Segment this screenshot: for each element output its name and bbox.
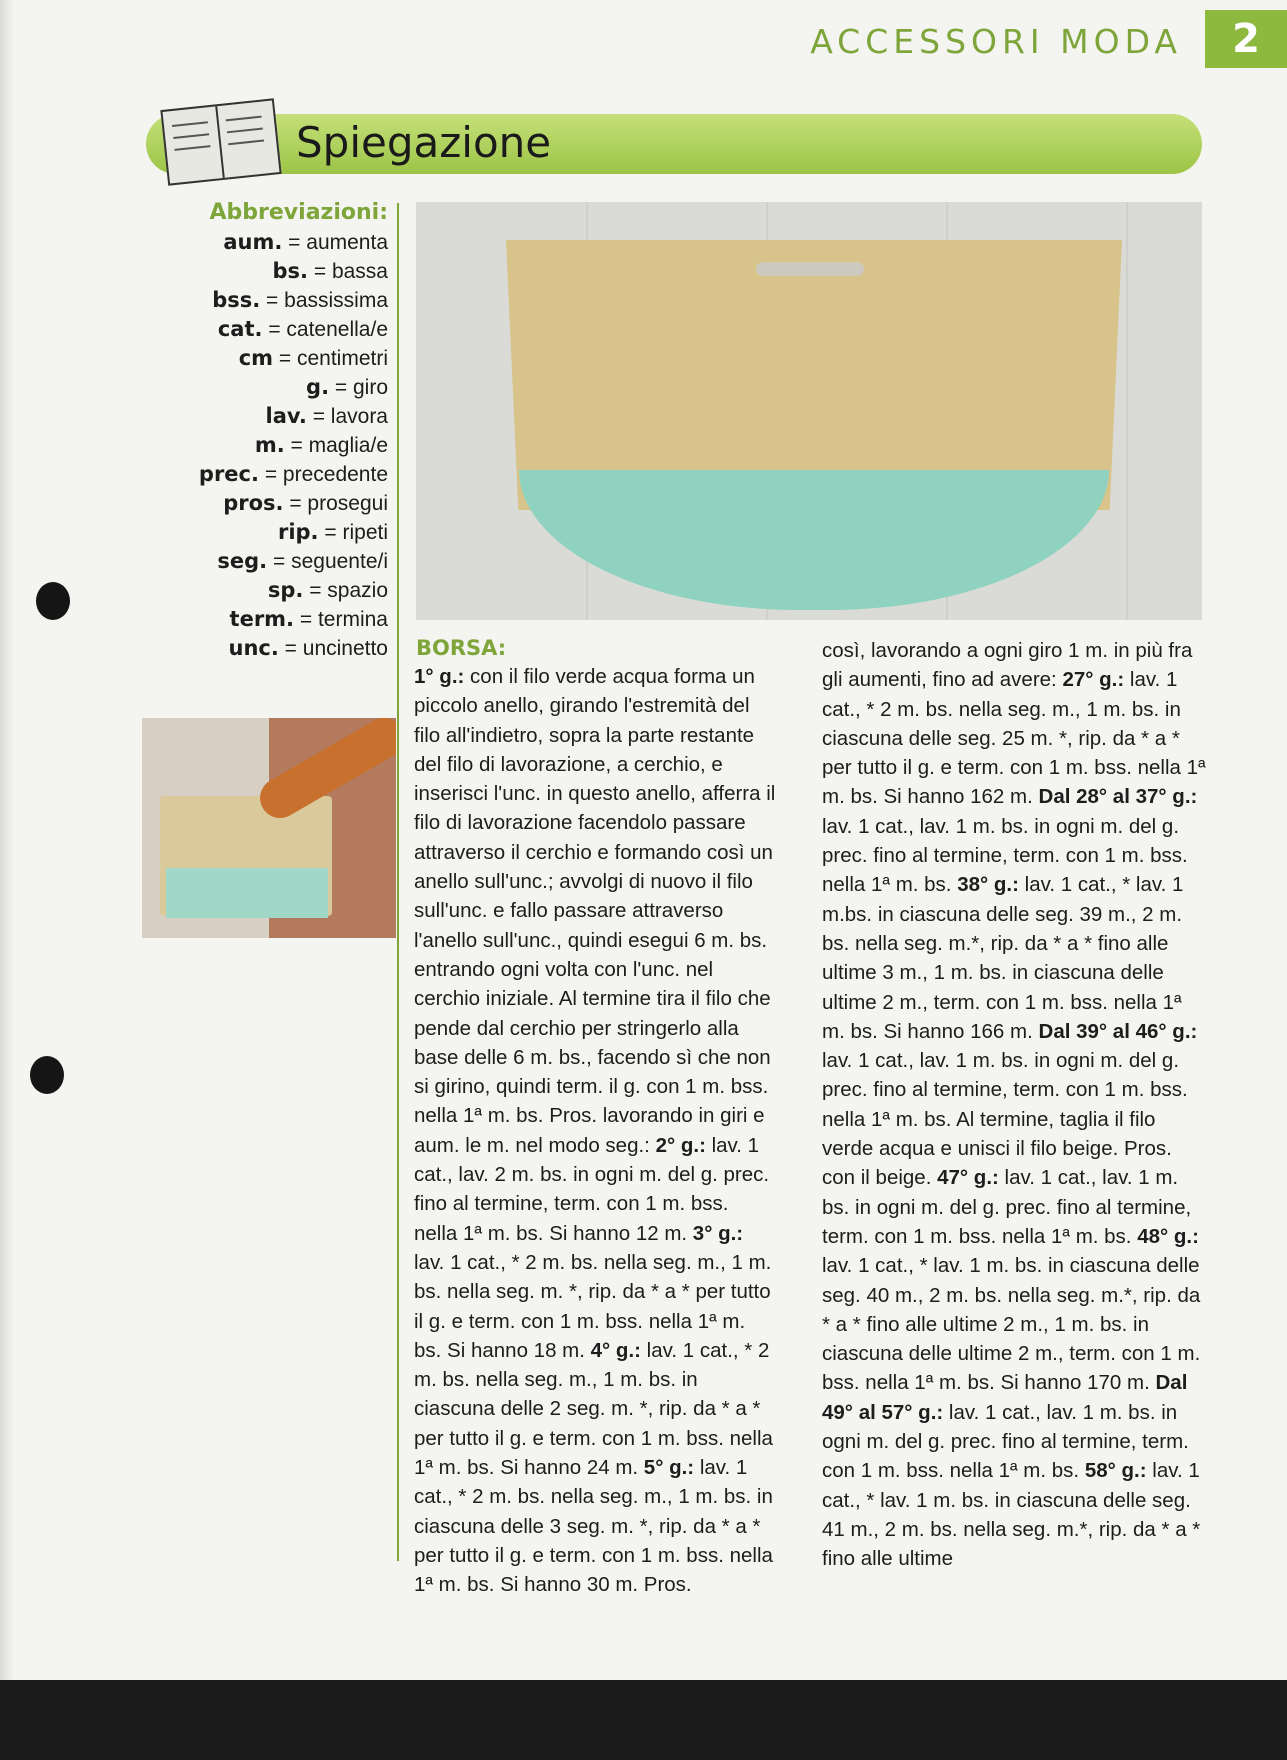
round-label: Dal 49° al 57° g.: xyxy=(822,1371,1188,1424)
abbreviations-list xyxy=(160,228,388,663)
instruction-text: lav. 1 cat., lav. 1 m. bs. in ogni m. del g. prec. fino al termine, term. con 1 m. bss. nella 1ª m. bs. xyxy=(822,1166,1192,1248)
abbreviation-value: = precedente xyxy=(258,463,388,486)
abbreviation-key: seg. xyxy=(217,549,268,573)
bag-lifestyle-photo xyxy=(142,718,396,938)
abbreviation-row xyxy=(160,315,388,344)
bag-handle-opening xyxy=(756,262,864,276)
abbreviation-key: rip. xyxy=(277,520,319,544)
abbreviation-value: = giro xyxy=(329,376,388,399)
abbreviation-value: = maglia/e xyxy=(284,434,388,457)
book-line xyxy=(172,121,208,127)
round-label: Dal 39° al 46° g.: xyxy=(1038,1019,1198,1043)
abbreviation-key: prec. xyxy=(198,462,259,486)
book-line xyxy=(173,133,209,139)
binder-hole xyxy=(36,582,70,620)
abbreviation-key: g. xyxy=(306,375,330,399)
abbreviation-key: term. xyxy=(229,607,295,631)
abbreviation-key: aum. xyxy=(223,230,283,254)
instruction-text: lav. 1 cat., lav. 1 m. bs. in ogni m. del g. prec. fino al termine, term. con 1 m. bss. nella 1ª m. bs. xyxy=(822,814,1188,897)
book-line xyxy=(174,145,210,151)
abbreviation-value: = seguente/i xyxy=(267,550,388,573)
abbreviation-row xyxy=(160,344,388,373)
bag-teal-base xyxy=(519,470,1109,610)
round-label: 58° g.: xyxy=(1084,1459,1147,1483)
abbreviation-value: = bassa xyxy=(308,260,388,283)
column-divider xyxy=(397,203,399,1561)
instruction-text: lav. 1 cat., * 2 m. bs. nella seg. m., 1 m. bs. in ciascuna delle 2 seg. m. *, rip. da * a * per tutto il g. e term. con 1 m. bss. nella 1ª m. bs. Si hanno 24 m. xyxy=(414,1338,773,1480)
round-label: 2° g.: xyxy=(655,1133,706,1157)
section-header: ACCESSORI MODA xyxy=(810,22,1182,61)
abbreviation-row xyxy=(160,257,388,286)
abbreviation-row xyxy=(160,373,388,402)
abbreviation-key: pros. xyxy=(223,491,284,515)
round-label: 38° g.: xyxy=(957,873,1019,897)
instruction-text: lav. 1 cat., lav. 2 m. bs. in ogni m. del g. prec. fino al termine, term. con 1 m. bss. nella 1ª m. bs. Si hanno 12 m. xyxy=(414,1133,770,1245)
instruction-text: lav. 1 cat., lav. 1 m. bs. in ogni m. del g. prec. fino al termine, term. con 1 m. bss. nella 1ª m. bs. xyxy=(822,1400,1189,1483)
title-banner xyxy=(146,114,1202,174)
abbreviation-value: = prosegui xyxy=(283,492,388,515)
abbreviation-key: cat. xyxy=(217,317,263,341)
round-label: 27° g.: xyxy=(1062,668,1125,692)
abbreviation-row xyxy=(160,518,388,547)
abbreviation-value: = centimetri xyxy=(273,347,388,370)
round-label: 5° g.: xyxy=(643,1456,695,1480)
round-label: 4° g.: xyxy=(590,1338,641,1362)
abbreviation-value: = ripeti xyxy=(318,521,388,544)
instruction-text: lav. 1 cat., * 2 m. bs. nella seg. m., 1 m. bs. in ciascuna delle 3 seg. m. *, rip. da * a * per tutto il g. e term. con 1 m. bss. nella 1ª m. bs. Si hanno 30 m. Pros. xyxy=(414,1456,773,1597)
abbreviation-key: bs. xyxy=(272,259,309,283)
instruction-text: lav. 1 cat., * lav. 1 m. bs. in ciascuna delle seg. 41 m., 2 m. bs. nella seg. m.*, rip. da * a * fino alle ultime xyxy=(822,1459,1201,1571)
abbreviation-row xyxy=(160,431,388,460)
book-line xyxy=(228,139,264,145)
abbreviation-key: unc. xyxy=(228,636,279,660)
round-label: 3° g.: xyxy=(692,1221,744,1245)
abbreviation-key: lav. xyxy=(265,404,307,428)
small-bag-base xyxy=(166,868,328,918)
abbreviation-value: = termina xyxy=(294,608,388,631)
instruction-text: lav. 1 cat., * lav. 1 m. bs. in ciascuna delle seg. 40 m., 2 m. bs. nella seg. m.*, rip. da * a * fino alle ultime 2 m., 1 m. bs. in ciascuna delle ultime 2 m., term. con 1 m. bss. nella 1ª m. bs. Si hanno 170 m. xyxy=(822,1254,1201,1395)
instruction-text: lav. 1 cat., * 2 m. bs. nella seg. m., 1 m. bs. nella seg. m. *, rip. da * a * per tutto il g. e term. con 1 m. bss. nella 1ª m. bs. Si hanno 18 m. xyxy=(414,1250,772,1362)
abbreviation-row xyxy=(160,402,388,431)
instruction-text: lav. 1 cat., * lav. 1 m.bs. in ciascuna delle seg. 39 m., 2 m. bs. nella seg. m.*, rip. da * a * fino alle ultime 3 m., 1 m. bs. in ciascuna delle ultime 2 m., term. con 1 m. bss. nella 1ª m. bs. Si hanno 166 m. xyxy=(822,873,1184,1043)
abbreviation-row xyxy=(160,576,388,605)
abbreviations-title: Abbreviazioni: xyxy=(209,200,388,225)
round-label: 47° g.: xyxy=(937,1166,999,1190)
abbreviation-row xyxy=(160,547,388,576)
abbreviation-value: = catenella/e xyxy=(262,318,388,341)
abbreviation-key: cm xyxy=(238,346,274,370)
book-line xyxy=(227,128,263,134)
page-title: Spiegazione xyxy=(296,118,552,167)
round-label: 48° g.: xyxy=(1137,1224,1199,1248)
abbreviation-row xyxy=(160,605,388,634)
bag-photo xyxy=(416,202,1202,620)
abbreviation-row xyxy=(160,228,388,257)
instruction-text: lav. 1 cat., * 2 m. bs. nella seg. m., 1 m. bs. in ciascuna delle seg. 25 m. *, rip. da * a * per tutto il g. e term. con 1 m. bss. nella 1ª m. bs. Si hanno 162 m. xyxy=(822,668,1206,809)
abbreviation-row xyxy=(160,286,388,315)
page-edge xyxy=(0,0,14,1760)
instruction-text: lav. 1 cat., lav. 1 m. bs. in ogni m. del g. prec. fino al termine, term. con 1 m. bss. nella 1ª m. bs. Al termine, taglia il filo verde acqua e unisci il filo beige. Pros. con il beige. xyxy=(822,1049,1188,1190)
abbreviation-row xyxy=(160,460,388,489)
text-column-2 xyxy=(822,636,1206,1574)
instruction-text: così, lavorando a ogni giro 1 m. in più fra gli aumenti, fino ad avere: xyxy=(822,639,1193,692)
section-title: BORSA: xyxy=(416,636,507,660)
abbreviation-value: = lavora xyxy=(306,405,388,428)
abbreviation-value: = uncinetto xyxy=(278,637,388,660)
instruction-text: con il filo verde acqua forma un piccolo anello, girando l'estremità del filo all'indietro, sopra la parte restante del filo di lavorazione, a cerchio, e inserisci l'unc. in questo anello, afferra il filo di lavorazione facendolo passare attraverso il cerchio e formando così un anello sull'unc.; avvolgi di nuovo il filo sull'unc. e fallo passare attraverso l'anello sull'unc., quindi esegui 6 m. bs. entrando ogni volta con l'unc. nel cerchio iniziale. Al termine tira il filo che pende dal cerchio per stringerlo alla base delle 6 m. bs., facendo sì che non si girino, quindi term. il g. con 1 m. bss. nella 1ª m. bs. Pros. lavorando in giri e aum. le m. nel modo seg.: xyxy=(414,665,776,1157)
abbreviation-key: bss. xyxy=(212,288,261,312)
text-column-1 xyxy=(414,662,776,1600)
abbreviation-value: = spazio xyxy=(303,579,388,602)
abbreviation-row xyxy=(160,634,388,663)
book-icon xyxy=(160,98,281,185)
abbreviation-key: sp. xyxy=(267,578,304,602)
book-line xyxy=(226,116,262,122)
binder-hole xyxy=(30,1056,64,1094)
round-label: 1° g.: xyxy=(414,665,465,688)
abbreviation-key: m. xyxy=(254,433,285,457)
round-label: Dal 28° al 37° g.: xyxy=(1038,785,1198,809)
abbreviation-value: = aumenta xyxy=(282,231,388,254)
page-number: 2 xyxy=(1205,10,1287,68)
abbreviation-value: = bassissima xyxy=(260,289,388,312)
scan-bottom-bar xyxy=(0,1680,1287,1760)
abbreviation-row xyxy=(160,489,388,518)
